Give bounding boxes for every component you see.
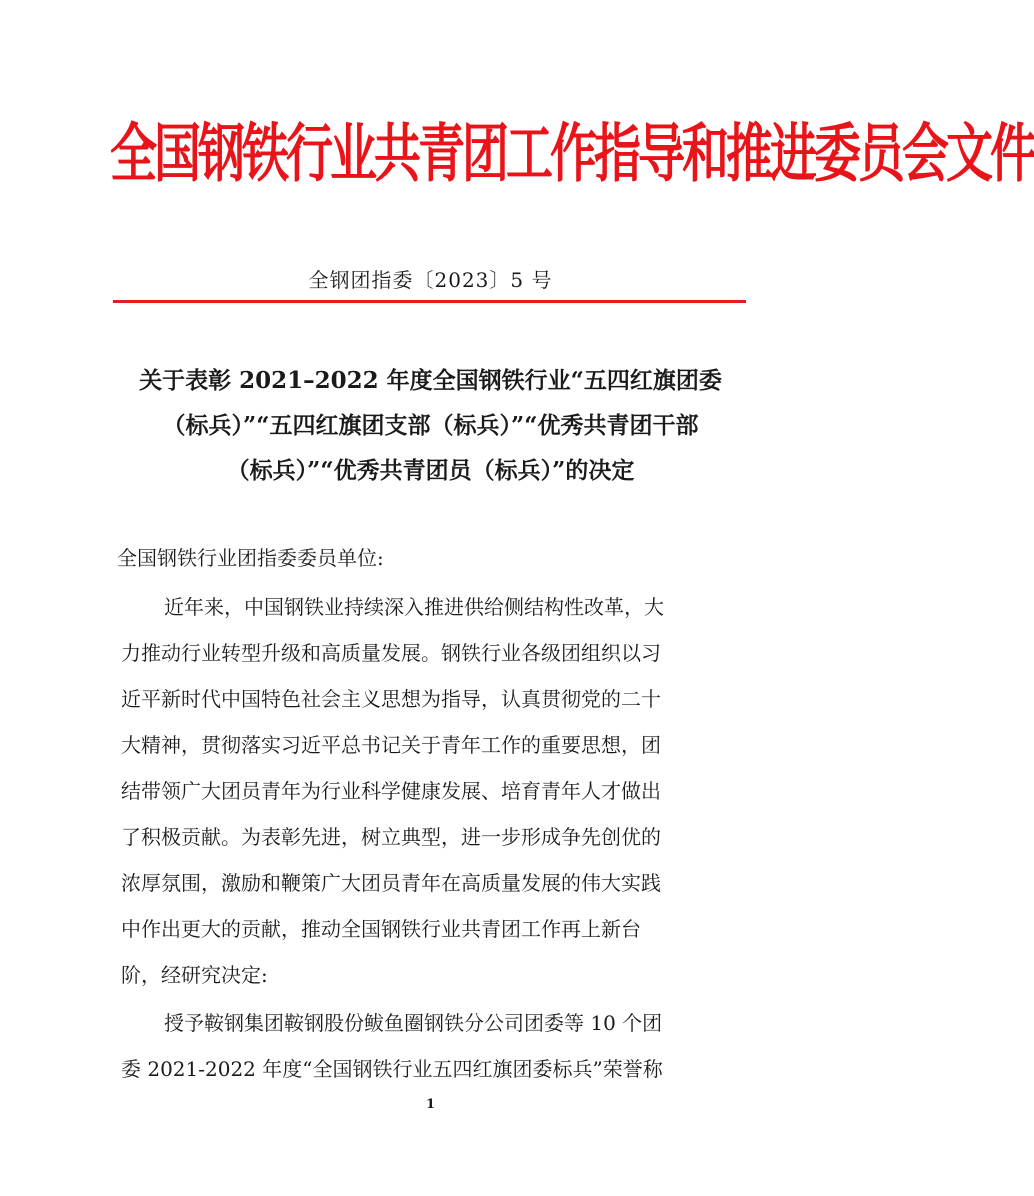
document-number: 全钢团指委〔2023〕5 号 — [308, 268, 553, 292]
body-line: 浓厚氛围，激励和鞭策广大团员青年在高质量发展的伟大实践 — [121, 871, 661, 895]
salutation: 全国钢铁行业团指委委员单位: — [117, 546, 384, 570]
body-line: 授予鞍钢集团鞍钢股份鲅鱼圈钢铁分公司团委等 10 个团 — [164, 1011, 663, 1035]
masthead-title: 全国钢铁行业共青团工作指导和推进委员会文件 — [110, 117, 1034, 192]
page-number: 1 — [425, 1097, 436, 1112]
document-title — [108, 358, 753, 493]
body-line: 力推动行业转型升级和高质量发展。钢铁行业各级团组织以习 — [121, 641, 661, 665]
body-line: 委 2021-2022 年度“全国钢铁行业五四红旗团委标兵”荣誉称 — [121, 1057, 663, 1081]
title-line: （标兵）”“五四红旗团支部（标兵）”“优秀共青团干部 — [162, 412, 699, 439]
body-line: 了积极贡献。为表彰先进，树立典型，进一步形成争先创优的 — [121, 825, 661, 849]
body-line: 大精神，贯彻落实习近平总书记关于青年工作的重要思想，团 — [121, 733, 661, 757]
title-line: 关于表彰 2021–2022 年度全国钢铁行业“五四红旗团委 — [139, 367, 722, 394]
red-divider — [113, 300, 746, 303]
title-line: （标兵）”“优秀共青团员（标兵）”的决定 — [226, 457, 635, 484]
body-line: 阶，经研究决定: — [121, 963, 268, 987]
body-line: 结带领广大团员青年为行业科学健康发展、培育青年人才做出 — [121, 779, 661, 803]
body-line: 中作出更大的贡献，推动全国钢铁行业共青团工作再上新台 — [121, 917, 641, 941]
body-line: 近平新时代中国特色社会主义思想为指导，认真贯彻党的二十 — [121, 687, 661, 711]
body-line: 近年来，中国钢铁业持续深入推进供给侧结构性改革，大 — [164, 595, 664, 619]
